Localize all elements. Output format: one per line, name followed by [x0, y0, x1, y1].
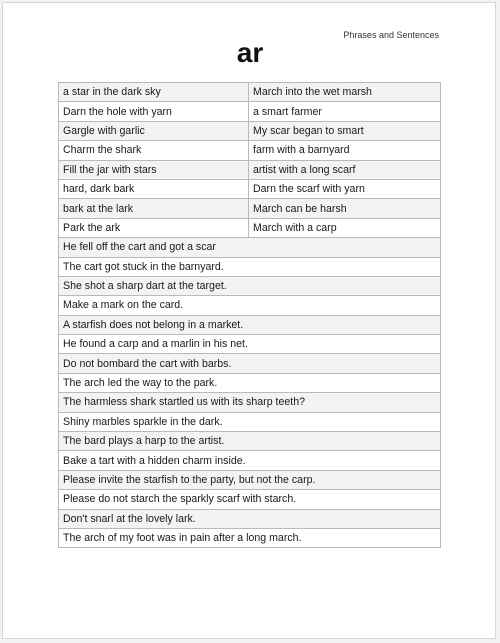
phrase-cell: Gargle with garlic [59, 121, 249, 140]
sentence-cell: Please invite the starfish to the party, but not the carp. [59, 470, 441, 489]
table-row [59, 199, 441, 218]
phrase-cell: March with a carp [249, 218, 441, 237]
sentence-cell: He found a carp and a marlin in his net. [59, 335, 441, 354]
table-row [59, 451, 441, 470]
table-row [59, 141, 441, 160]
table-row [59, 83, 441, 102]
table-row [59, 238, 441, 257]
table-row [59, 354, 441, 373]
sentence-cell: Shiny marbles sparkle in the dark. [59, 412, 441, 431]
sentence-cell: Please do not starch the sparkly scarf with starch. [59, 490, 441, 509]
table-row [59, 490, 441, 509]
table-row [59, 528, 441, 547]
phrase-cell: Fill the jar with stars [59, 160, 249, 179]
phrase-cell: hard, dark bark [59, 179, 249, 198]
sentence-cell: The bard plays a harp to the artist. [59, 432, 441, 451]
table-row [59, 373, 441, 392]
phrase-cell: artist with a long scarf [249, 160, 441, 179]
table-row [59, 509, 441, 528]
table-row [59, 121, 441, 140]
sentence-cell: A starfish does not belong in a market. [59, 315, 441, 334]
phrase-cell: Darn the scarf with yarn [249, 179, 441, 198]
phrase-cell: farm with a barnyard [249, 141, 441, 160]
phrase-cell: Charm the shark [59, 141, 249, 160]
sentence-cell: The arch led the way to the park. [59, 373, 441, 392]
phrase-cell: Darn the hole with yarn [59, 102, 249, 121]
table-row [59, 179, 441, 198]
sentence-cell: The arch of my foot was in pain after a long march. [59, 528, 441, 547]
sentence-cell: The harmless shark startled us with its sharp teeth? [59, 393, 441, 412]
table-row [59, 335, 441, 354]
sentence-cell: Don't snarl at the lovely lark. [59, 509, 441, 528]
phrases-table [58, 82, 441, 548]
sentence-cell: Make a mark on the card. [59, 296, 441, 315]
phrase-cell: a star in the dark sky [59, 83, 249, 102]
worksheet-title: ar [236, 37, 264, 68]
worksheet-subtitle: Phrases and Sentences [343, 30, 439, 40]
table-row [59, 393, 441, 412]
table-row [59, 470, 441, 489]
sentence-cell: She shot a sharp dart at the target. [59, 276, 441, 295]
phrase-cell: March into the wet marsh [249, 83, 441, 102]
sentence-cell: He fell off the cart and got a scar [59, 238, 441, 257]
table-row [59, 218, 441, 237]
table-row [59, 412, 441, 431]
phrase-cell: My scar began to smart [249, 121, 441, 140]
table-row [59, 276, 441, 295]
table-row [59, 296, 441, 315]
table-row [59, 315, 441, 334]
table-row [59, 432, 441, 451]
phrase-cell: Park the ark [59, 218, 249, 237]
table-row [59, 102, 441, 121]
table-row [59, 257, 441, 276]
phrase-cell: a smart farmer [249, 102, 441, 121]
sentence-cell: The cart got stuck in the barnyard. [59, 257, 441, 276]
sentence-cell: Do not bombard the cart with barbs. [59, 354, 441, 373]
sentence-cell: Bake a tart with a hidden charm inside. [59, 451, 441, 470]
phrase-cell: bark at the lark [59, 199, 249, 218]
table-row [59, 160, 441, 179]
phrase-cell: March can be harsh [249, 199, 441, 218]
